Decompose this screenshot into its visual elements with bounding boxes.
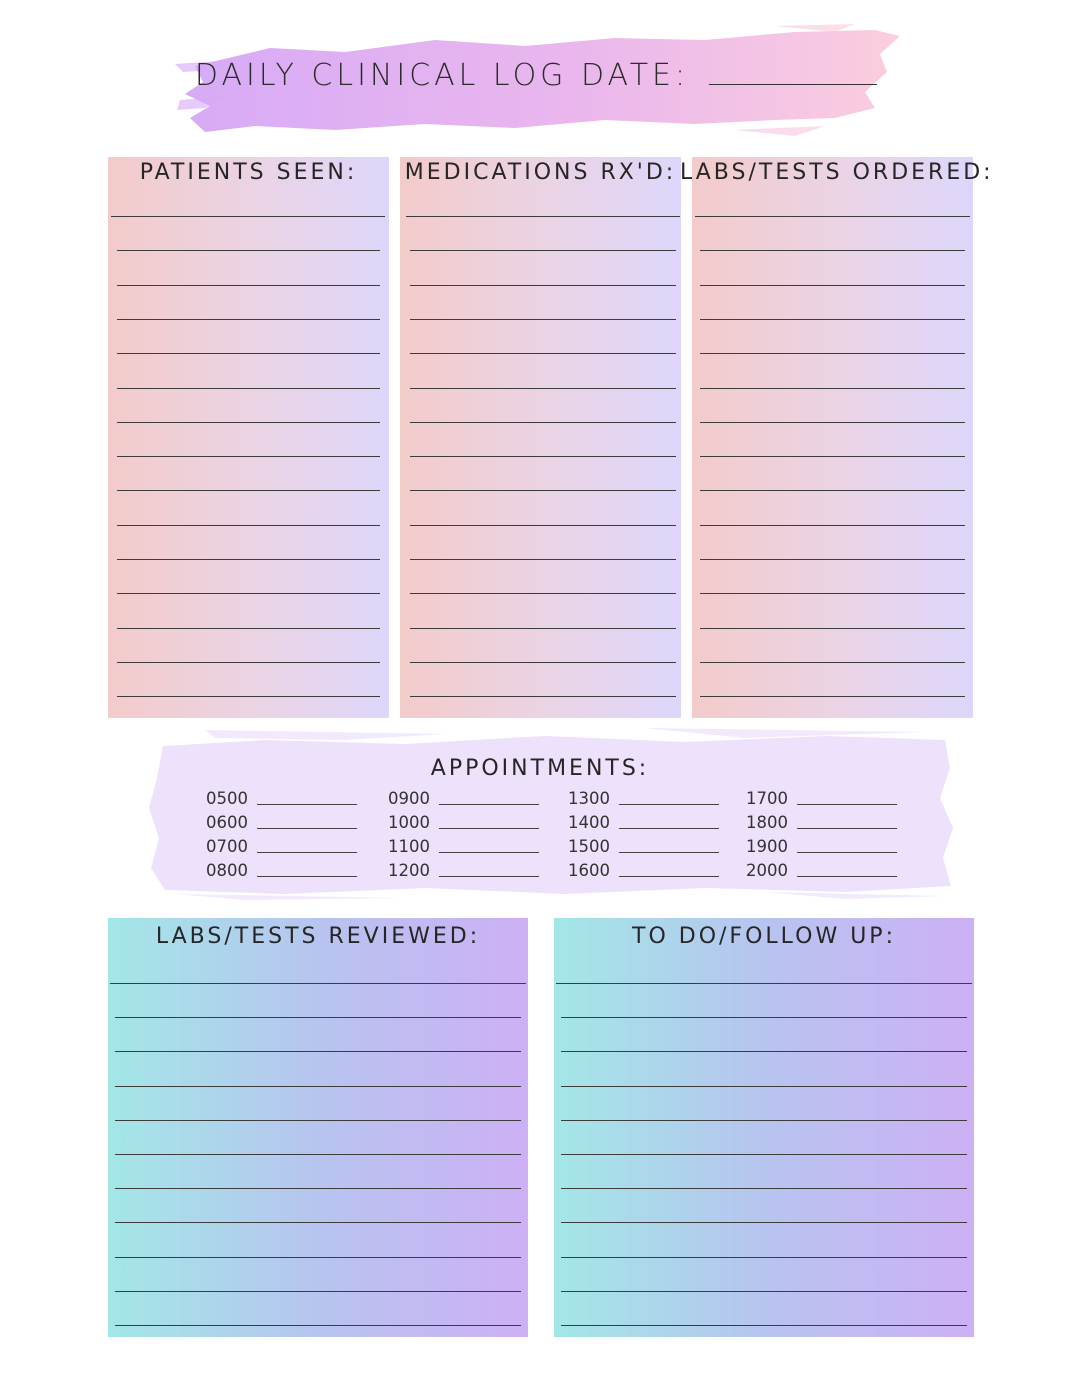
writing-line[interactable]: [700, 593, 965, 594]
writing-line[interactable]: [410, 285, 676, 286]
writing-line[interactable]: [117, 559, 380, 560]
appointment-slot: [560, 858, 760, 882]
appointment-slot: [380, 858, 580, 882]
writing-line[interactable]: [410, 422, 676, 423]
appointment-time: 2000: [746, 860, 788, 880]
appointment-entry-line[interactable]: [797, 792, 897, 805]
appointment-entry-line[interactable]: [257, 792, 357, 805]
appointments-title: APPOINTMENTS:: [430, 756, 650, 781]
writing-line[interactable]: [561, 1051, 967, 1052]
writing-line[interactable]: [117, 662, 380, 663]
writing-line[interactable]: [410, 628, 676, 629]
appointment-slot: [738, 834, 938, 858]
writing-line[interactable]: [410, 696, 676, 697]
appointment-slot: [738, 810, 938, 834]
patients-seen-title: PATIENTS SEEN:: [139, 160, 358, 185]
appointment-time: 0500: [206, 788, 248, 808]
appointment-entry-line[interactable]: [797, 840, 897, 853]
writing-line[interactable]: [117, 319, 380, 320]
writing-line[interactable]: [700, 422, 965, 423]
writing-line[interactable]: [700, 559, 965, 560]
medications-panel: [400, 157, 681, 718]
appointment-time: 1500: [568, 836, 610, 856]
appointment-entry-line[interactable]: [439, 840, 539, 853]
appointment-entry-line[interactable]: [619, 816, 719, 829]
writing-line[interactable]: [700, 525, 965, 526]
medications-title: MEDICATIONS RX'D:: [404, 160, 677, 185]
appointment-slot: [560, 810, 760, 834]
appointment-slot: [198, 858, 398, 882]
writing-line[interactable]: [117, 250, 380, 251]
appointment-time: 0900: [388, 788, 430, 808]
appointment-time: 1800: [746, 812, 788, 832]
writing-line[interactable]: [700, 285, 965, 286]
appointment-entry-line[interactable]: [797, 864, 897, 877]
writing-line[interactable]: [115, 1291, 521, 1292]
appointments-column: [738, 786, 938, 882]
appointment-entry-line[interactable]: [257, 864, 357, 877]
appointment-entry-line[interactable]: [797, 816, 897, 829]
page-title-text: DAILY CLINICAL LOG DATE:: [194, 58, 690, 93]
appointments-column: [560, 786, 760, 882]
labs-ordered-title: LABS/TESTS ORDERED:: [680, 160, 994, 185]
writing-line[interactable]: [115, 1325, 521, 1326]
writing-line[interactable]: [410, 250, 676, 251]
writing-line[interactable]: [561, 1291, 967, 1292]
writing-line[interactable]: [117, 628, 380, 629]
writing-line[interactable]: [111, 216, 385, 217]
writing-line[interactable]: [117, 422, 380, 423]
writing-line[interactable]: [117, 388, 380, 389]
appointment-entry-line[interactable]: [257, 840, 357, 853]
page-title: [0, 58, 1080, 93]
appointment-time: 0800: [206, 860, 248, 880]
appointment-slot: [560, 834, 760, 858]
writing-line[interactable]: [700, 353, 965, 354]
appointment-time: 1600: [568, 860, 610, 880]
writing-line[interactable]: [117, 353, 380, 354]
writing-line[interactable]: [410, 353, 676, 354]
todo-title: TO DO/FOLLOW UP:: [632, 924, 896, 949]
appointment-entry-line[interactable]: [619, 864, 719, 877]
writing-line[interactable]: [410, 559, 676, 560]
appointment-entry-line[interactable]: [619, 840, 719, 853]
writing-line[interactable]: [700, 456, 965, 457]
writing-line[interactable]: [115, 1257, 521, 1258]
writing-line[interactable]: [700, 388, 965, 389]
writing-line[interactable]: [700, 628, 965, 629]
writing-line[interactable]: [561, 1017, 967, 1018]
writing-line[interactable]: [115, 1154, 521, 1155]
appointment-slot: [380, 834, 580, 858]
labs-reviewed-panel: [108, 918, 528, 1337]
writing-line[interactable]: [700, 250, 965, 251]
todo-panel: [554, 918, 974, 1337]
writing-line[interactable]: [410, 525, 676, 526]
writing-line[interactable]: [700, 696, 965, 697]
writing-line[interactable]: [561, 1188, 967, 1189]
appointment-time: 0700: [206, 836, 248, 856]
patients-seen-panel: [108, 157, 389, 718]
writing-line[interactable]: [561, 1086, 967, 1087]
writing-line[interactable]: [115, 1086, 521, 1087]
labs-ordered-panel: [692, 157, 973, 718]
writing-line[interactable]: [561, 1154, 967, 1155]
writing-line[interactable]: [410, 319, 676, 320]
appointments-column: [198, 786, 398, 882]
appointment-time: 1100: [388, 836, 430, 856]
writing-line[interactable]: [700, 490, 965, 491]
appointment-slot: [560, 786, 760, 810]
appointment-slot: [738, 786, 938, 810]
writing-line[interactable]: [115, 1222, 521, 1223]
writing-line[interactable]: [556, 983, 972, 984]
labs-reviewed-title: LABS/TESTS REVIEWED:: [155, 924, 481, 949]
writing-line[interactable]: [561, 1257, 967, 1258]
date-field-line[interactable]: [709, 83, 877, 85]
appointment-slot: [738, 858, 938, 882]
writing-line[interactable]: [410, 456, 676, 457]
appointment-entry-line[interactable]: [439, 792, 539, 805]
writing-line[interactable]: [117, 285, 380, 286]
appointment-slot: [380, 810, 580, 834]
appointment-entry-line[interactable]: [439, 816, 539, 829]
writing-line[interactable]: [406, 216, 680, 217]
writing-line[interactable]: [117, 696, 380, 697]
appointment-time: 1000: [388, 812, 430, 832]
appointment-slot: [380, 786, 580, 810]
writing-line[interactable]: [410, 388, 676, 389]
writing-line[interactable]: [561, 1222, 967, 1223]
writing-line[interactable]: [117, 525, 380, 526]
writing-line[interactable]: [410, 490, 676, 491]
appointment-time: 1200: [388, 860, 430, 880]
writing-line[interactable]: [561, 1120, 967, 1121]
writing-line[interactable]: [115, 1051, 521, 1052]
writing-line[interactable]: [410, 593, 676, 594]
writing-line[interactable]: [115, 1017, 521, 1018]
appointment-slot: [198, 786, 398, 810]
appointments-column: [380, 786, 580, 882]
appointment-time: 1900: [746, 836, 788, 856]
writing-line[interactable]: [117, 456, 380, 457]
appointment-entry-line[interactable]: [439, 864, 539, 877]
appointment-time: 1700: [746, 788, 788, 808]
writing-line[interactable]: [700, 319, 965, 320]
writing-line[interactable]: [700, 662, 965, 663]
writing-line[interactable]: [117, 490, 380, 491]
writing-line[interactable]: [115, 1120, 521, 1121]
writing-line[interactable]: [110, 983, 526, 984]
appointment-entry-line[interactable]: [619, 792, 719, 805]
appointment-time: 0600: [206, 812, 248, 832]
appointment-slot: [198, 810, 398, 834]
appointment-slot: [198, 834, 398, 858]
writing-line[interactable]: [561, 1325, 967, 1326]
appointment-time: 1400: [568, 812, 610, 832]
writing-line[interactable]: [410, 662, 676, 663]
appointment-time: 1300: [568, 788, 610, 808]
writing-line[interactable]: [117, 593, 380, 594]
writing-line[interactable]: [695, 216, 970, 217]
appointment-entry-line[interactable]: [257, 816, 357, 829]
writing-line[interactable]: [115, 1188, 521, 1189]
